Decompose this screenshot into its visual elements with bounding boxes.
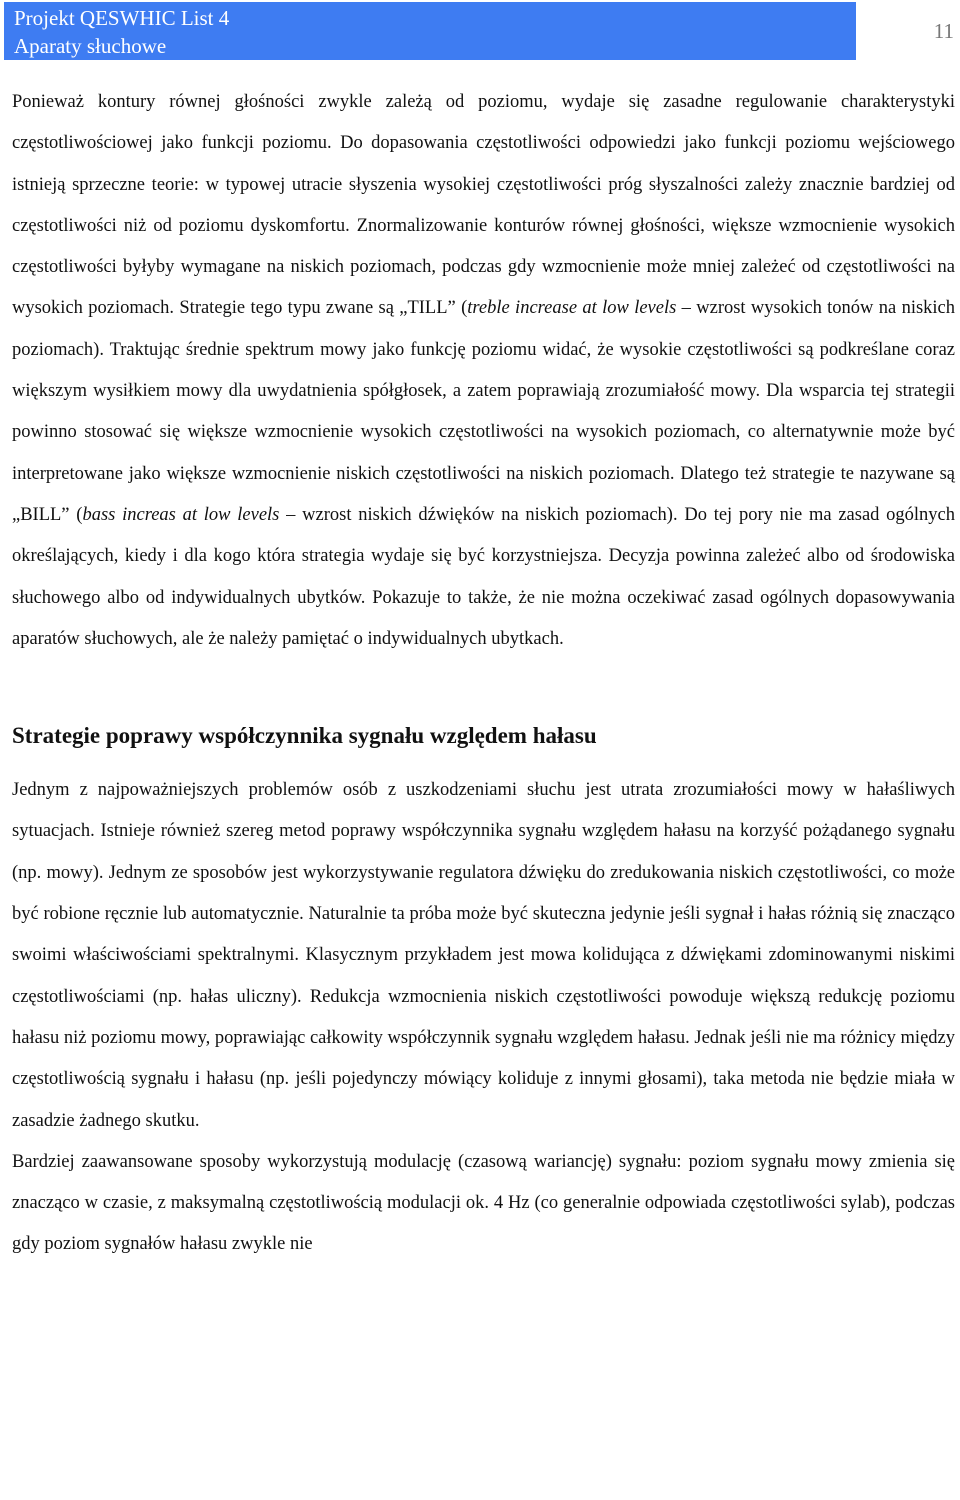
paragraph-level-dependent-response: Ponieważ kontury równej głośności zwykle zależą od poziomu, wydaje się zasadne regulowanie charakterystyki częstotliwościowej jako funkcji poziomu. Do dopasowania częstotliwości odpowiedzi jako funkcji poziomu wejściowego istnieją sprzeczne teorie: w typowej utracie słyszenia wysokiej częstotliwości próg słyszalności zależy znacznie bardziej od częstotliwości niż od poziomu dyskomfortu. Znormalizowanie konturów równej głośności, większe wzmocnienie wysokich częstotliwości byłyby wymagane na niskich poziomach, podczas gdy wzmocnienie może mniej zależeć od częstotliwości na wysokich poziomach. Strategie tego typu zwane są „TILL” (treble increase at low levels – wzrost wysokich tonów na niskich poziomach). Traktując średnie spektrum mowy jako funkcję poziomu widać, że wysokie częstotliwości są podkreślane coraz większym wysiłkiem mowy dla uwydatnienia spółgłosek, a zatem poprawiają zrozumiałość mowy. Dla wsparcia tej strategii powinno stosować się większe wzmocnienie wysokich częstotliwości na wysokich poziomach, co alternatywnie może być interpretowane jako większe wzmocnienie niskich częstotliwości na niskich poziomach. Dlatego też strategie te nazywane są „BILL” (bass increas at low levels – wzrost niskich dźwięków na niskich poziomach). Do tej pory nie ma zasad ogólnych określających, kiedy i dla kogo która strategia wydaje się być korzystniejsza. Decyzja powinna zależeć albo od środowiska słuchowego albo od indywidualnych ubytków. Pokazuje to także, że nie można oczekiwać zasad ogólnych dopasowywania aparatów słuchowych, ale że należy pamiętać o indywidualnych ubytkach. bbox=[12, 92, 956, 649]
section-heading-snr: Strategie poprawy współczynnika sygnału względem hałasu bbox=[12, 723, 597, 749]
page-number: 11 bbox=[856, 2, 960, 60]
paragraph-snr-intro: Jednym z najpoważniejszych problemów osób z uszkodzeniami słuchu jest utrata zrozumiałości mowy w hałaśliwych sytuacjach. Istnieje również szereg metod poprawy współczynnika sygnału względem hałasu na korzyść pożądanego sygnału (np. mowy). Jednym ze sposobów jest wykorzystywanie regulatora dźwięku do zredukowania niskich częstotliwości, co może być robione ręcznie lub automatycznie. Naturalnie ta próba może być skuteczna jedynie jeśli sygnał i hałas różnią się znacząco swoimi właściwościami spektralnymi. Klasycznym przykładem jest mowa kolidująca z dźwiękami zdominowanymi niskimi częstotliwościami (np. hałas uliczny). Redukcja wzmocnienia niskich częstotliwości powoduje większą redukcję poziomu hałasu niż poziomu mowy, poprawiając całkowity współczynnik sygnału względem hałasu. Jednak jeśli nie ma różnicy między częstotliwością sygnału i hałasu (np. jeśli pojedynczy mówiący koliduje z innymi głosami), taka metoda nie będzie miała w zasadzie żadnego skutku. bbox=[12, 780, 955, 1131]
header-project-title: Projekt QESWHIC List 4 bbox=[14, 6, 230, 30]
document-header bbox=[4, 2, 856, 60]
document-body bbox=[12, 82, 955, 1266]
header-subtitle: Aparaty słuchowe bbox=[14, 34, 167, 58]
bill-term: bass increas at low levels bbox=[82, 504, 280, 525]
till-term: treble increase at low levels bbox=[467, 298, 677, 319]
paragraph-snr-modulation: Bardziej zaawansowane sposoby wykorzystują modulację (czasową wariancję) sygnału: poziom sygnału mowy zmienia się znacząco w czasie, z maksymalną częstotliwością modulacji ok. 4 Hz (co generalnie odpowiada częstotliwości sylab), podczas gdy poziom sygnałów hałasu zwykle nie bbox=[12, 1151, 955, 1255]
